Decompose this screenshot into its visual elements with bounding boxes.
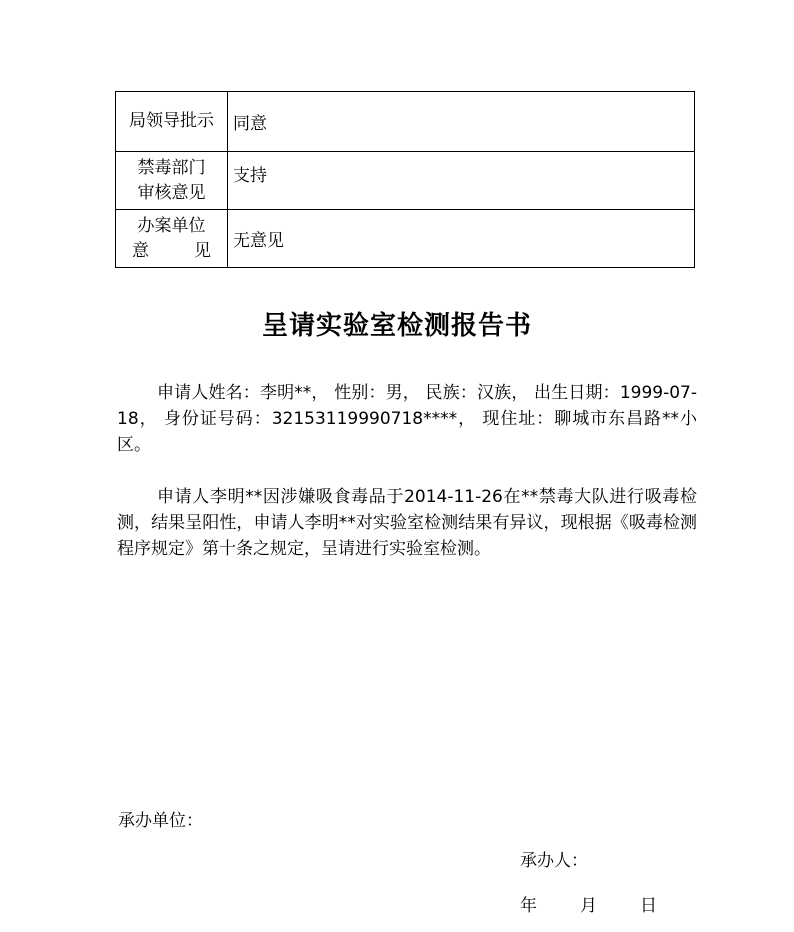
case-unit-opinion-label-line2 xyxy=(116,239,227,264)
undertaking-unit-label: 承办单位： xyxy=(118,811,203,831)
narcotics-review-label-line1: 禁毒部门 xyxy=(137,157,206,178)
case-unit-opinion-label xyxy=(116,210,228,268)
date-month-label: 月 xyxy=(580,896,597,916)
approval-table xyxy=(115,91,695,268)
narcotics-review-label xyxy=(116,152,228,210)
leader-approval-value: 同意 xyxy=(228,92,695,152)
request-reason-paragraph: 申请人李明**因涉嫌吸食毒品于2014-11-26在**禁毒大队进行吸毒检测，结果呈阳性，申请人李明**对实验室检测结果有异议，现根据《吸毒检测程序规定》第十条之规定，呈请进行实验室检测。 xyxy=(117,487,697,559)
table-row-narcotics-review xyxy=(116,152,695,210)
undertaking-person-label: 承办人： xyxy=(520,851,588,871)
case-unit-opinion-label-left: 意 xyxy=(132,240,149,261)
narcotics-review-label-line2: 审核意见 xyxy=(137,182,206,203)
narcotics-review-value: 支持 xyxy=(228,152,695,210)
date-year-label: 年 xyxy=(520,896,537,916)
table-row-case-unit-opinion xyxy=(116,210,695,268)
leader-approval-label-text: 局领导批示 xyxy=(129,111,214,131)
date-day-label: 日 xyxy=(640,896,657,916)
applicant-info-paragraph: 申请人姓名：李明**， 性别：男， 民族：汉族， 出生日期：1999-07-18， 身份证号码：32153119990718****， 现住址：聊城市东昌路**小区。 xyxy=(117,383,697,455)
document-title: 呈请实验室检测报告书 xyxy=(261,311,532,341)
case-unit-opinion-label-line1: 办案单位 xyxy=(137,215,206,236)
table-row-leader-approval xyxy=(116,92,695,152)
case-unit-opinion-value: 无意见 xyxy=(228,210,695,268)
signature-date xyxy=(520,891,657,916)
case-unit-opinion-label-right: 见 xyxy=(194,240,211,261)
leader-approval-label xyxy=(116,92,228,152)
